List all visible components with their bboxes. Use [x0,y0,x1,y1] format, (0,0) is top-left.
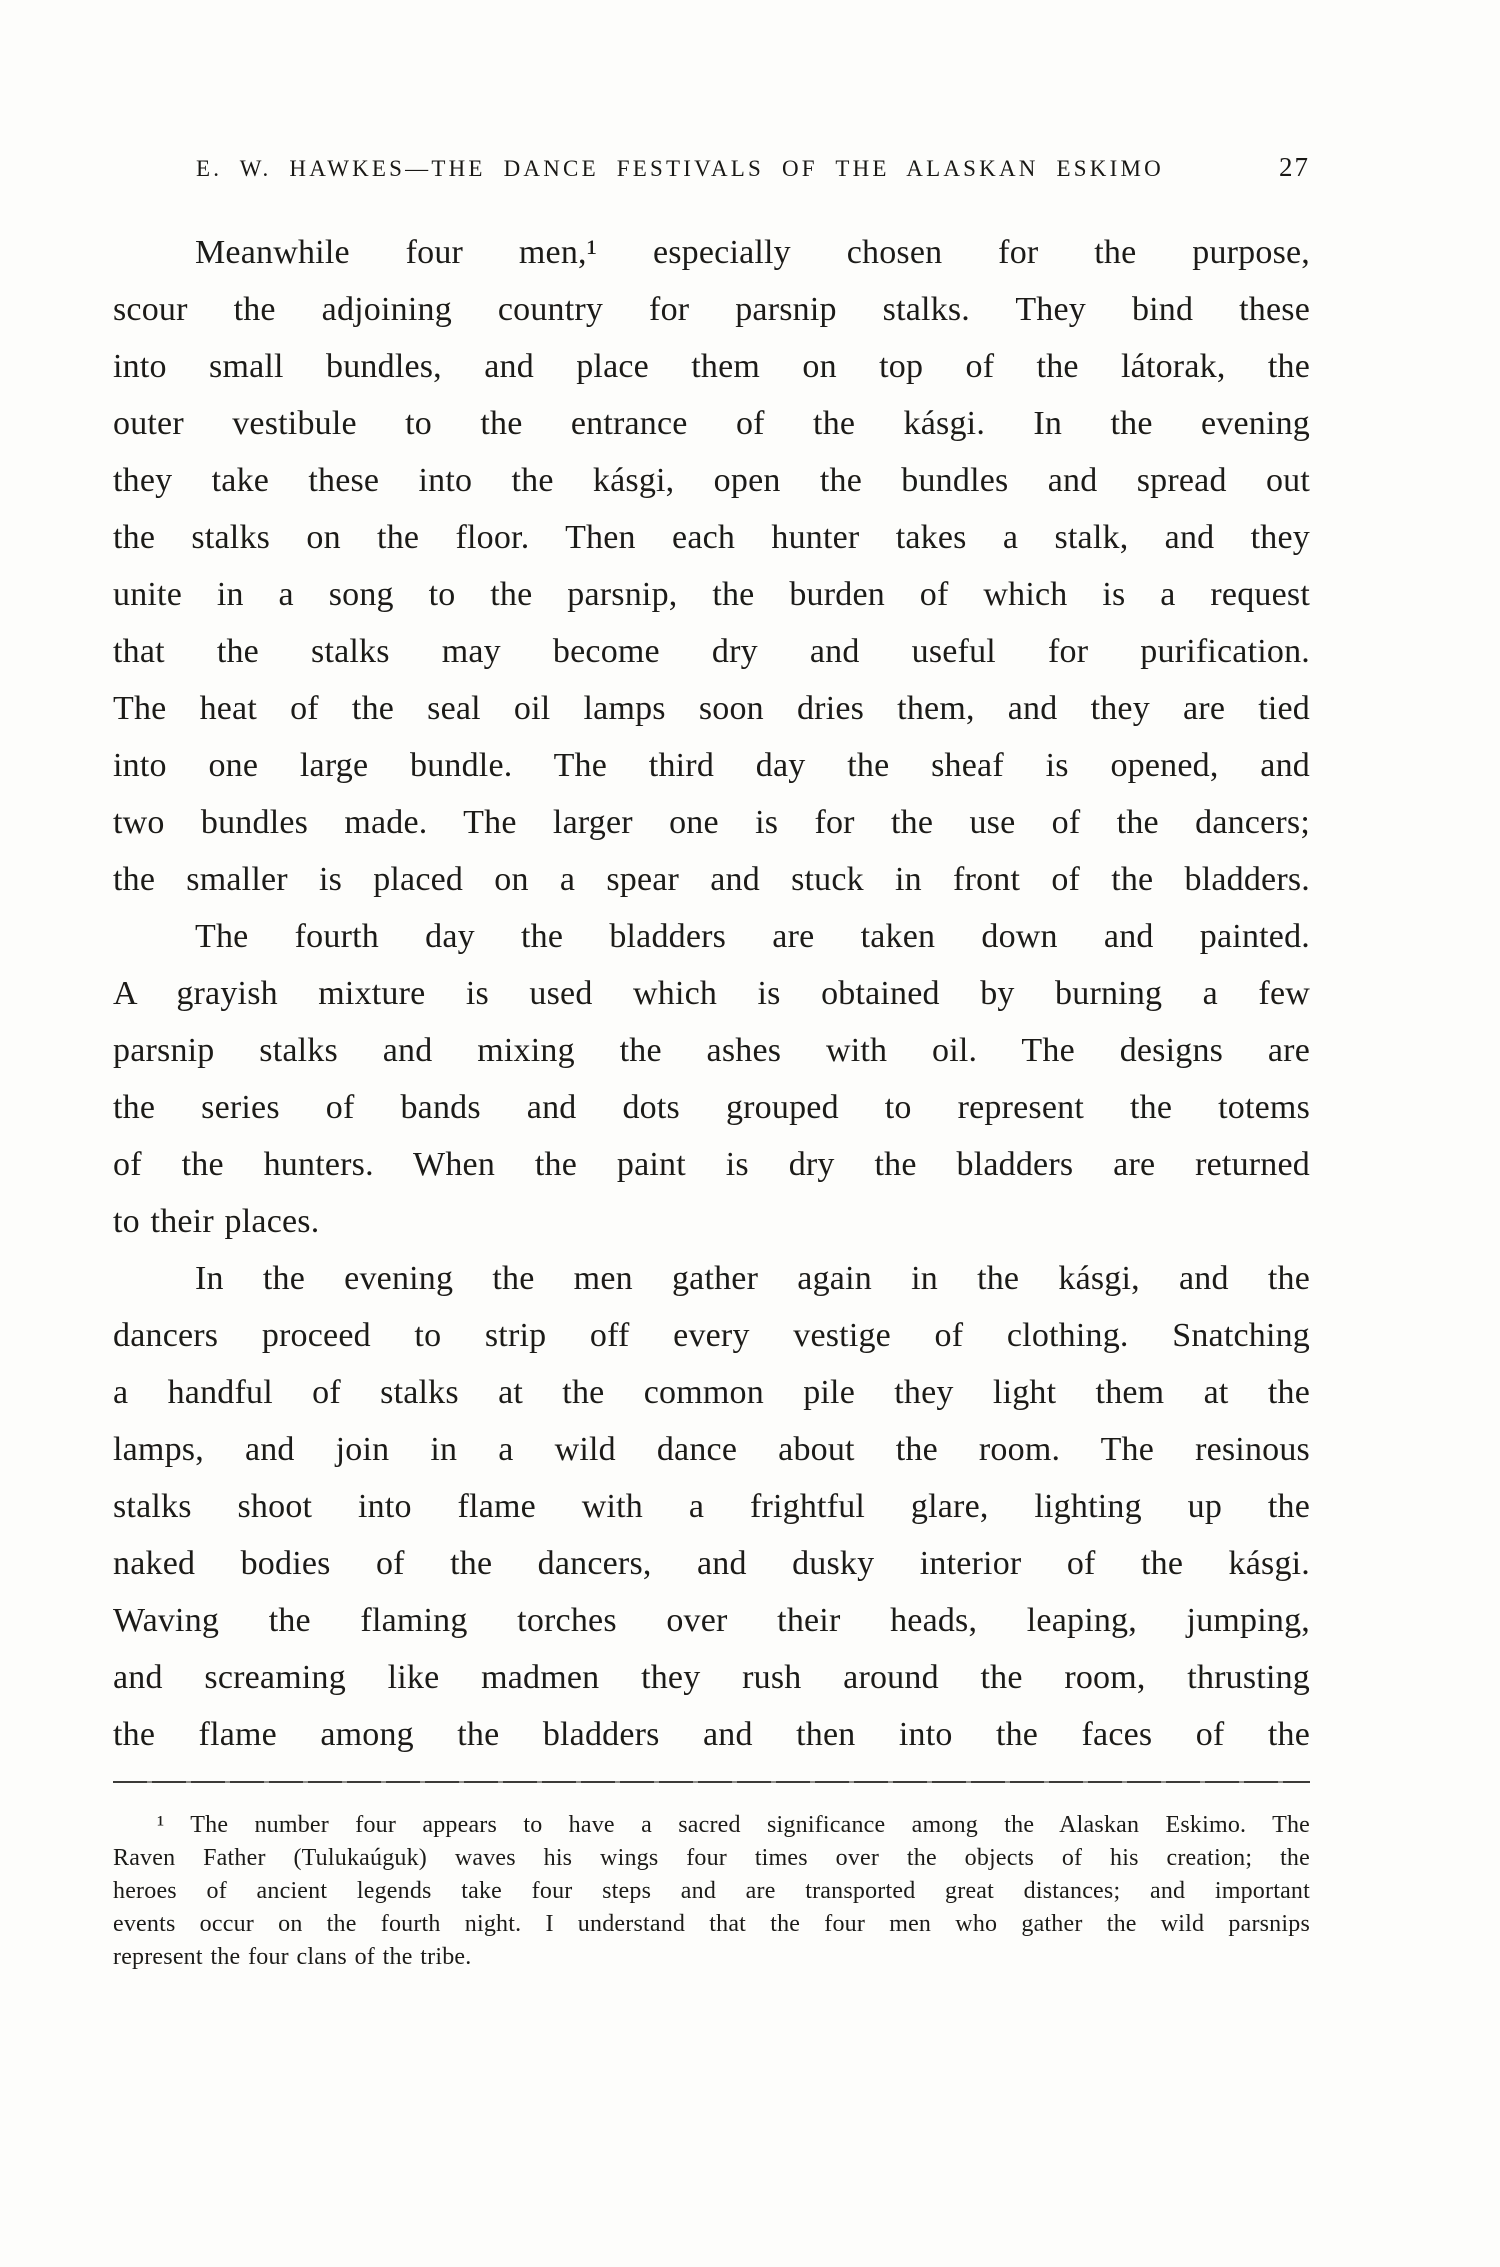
text-line: A grayish mixture is used which is obtained by burning a few [113,975,1310,1012]
text-line: In the evening the men gather again in the kásgi, and the [195,1260,1310,1297]
footnote [113,1809,1310,1974]
text-line: and screaming like madmen they rush around the room, thrusting [113,1659,1310,1696]
text-line: to their places. [113,1203,320,1240]
text-line: unite in a song to the parsnip, the burden of which is a request [113,576,1310,613]
page-body [113,224,1310,1763]
text-line: into one large bundle. The third day the sheaf is opened, and [113,747,1310,784]
footnote-line: ¹ The number four appears to have a sacred significance among the Alaskan Eskimo. The [157,1812,1310,1838]
footnote-line: Raven Father (Tulukaúguk) waves his wings four times over the objects of his creation; the [113,1845,1310,1871]
text-line: scour the adjoining country for parsnip stalks. They bind these [113,291,1310,328]
running-header-title: E. W. HAWKES—THE DANCE FESTIVALS OF THE ALASKAN ESKIMO [196,156,1164,181]
text-line: they take these into the kásgi, open the bundles and spread out [113,462,1310,499]
text-line: the series of bands and dots grouped to represent the totems [113,1089,1310,1126]
running-header [113,152,1310,184]
text-line: two bundles made. The larger one is for the use of the dancers; [113,804,1310,841]
text-line: outer vestibule to the entrance of the kásgi. In the evening [113,405,1310,442]
text-line: naked bodies of the dancers, and dusky interior of the kásgi. [113,1545,1310,1582]
text-line: a handful of stalks at the common pile they light them at the [113,1374,1310,1411]
text-line: dancers proceed to strip off every vestige of clothing. Snatching [113,1317,1310,1354]
text-line: Meanwhile four men,¹ especially chosen for the purpose, [195,234,1310,271]
text-line: parsnip stalks and mixing the ashes with oil. The designs are [113,1032,1310,1069]
text-line: lamps, and join in a wild dance about the room. The resinous [113,1431,1310,1468]
footnote-line: represent the four clans of the tribe. [113,1944,472,1970]
footnote-line: events occur on the fourth night. I understand that the four men who gather the wild parsnips [113,1911,1310,1937]
paragraph-3 [113,1250,1310,1763]
footnote-divider [113,1781,1310,1783]
text-line: the flame among the bladders and then into the faces of the [113,1716,1310,1753]
paragraph-2 [113,908,1310,1250]
paragraph-1 [113,224,1310,908]
footnote-line: heroes of ancient legends take four steps and are transported great distances; and important [113,1878,1310,1904]
page-number: 27 [1279,152,1310,182]
text-line: of the hunters. When the paint is dry the bladders are returned [113,1146,1310,1183]
text-line: stalks shoot into flame with a frightful glare, lighting up the [113,1488,1310,1525]
text-line: The heat of the seal oil lamps soon dries them, and they are tied [113,690,1310,727]
text-line: the smaller is placed on a spear and stuck in front of the bladders. [113,861,1310,898]
text-line: Waving the flaming torches over their heads, leaping, jumping, [113,1602,1310,1639]
text-line: the stalks on the floor. Then each hunter takes a stalk, and they [113,519,1310,556]
text-line: into small bundles, and place them on top of the látorak, the [113,348,1310,385]
text-line: that the stalks may become dry and useful for purification. [113,633,1310,670]
text-line: The fourth day the bladders are taken down and painted. [195,918,1310,955]
